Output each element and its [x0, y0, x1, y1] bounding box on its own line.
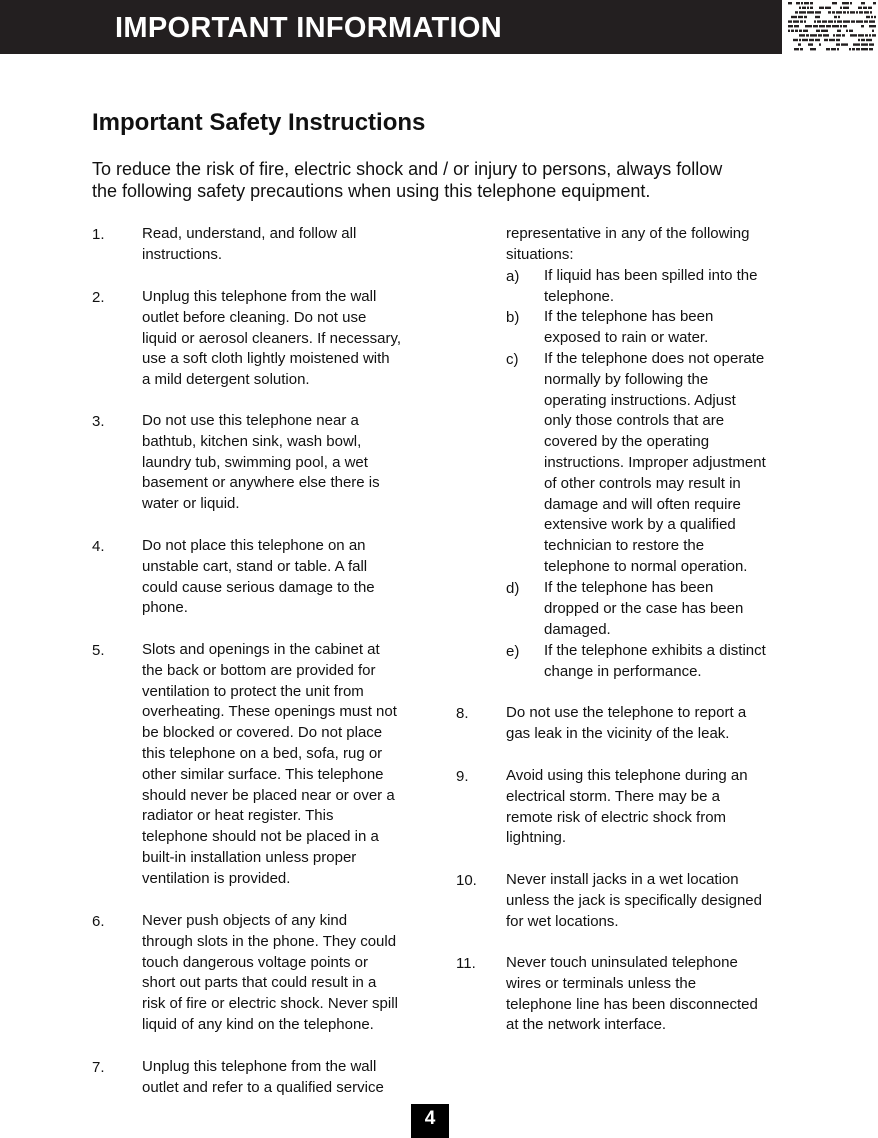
- pattern-dash: [796, 2, 800, 4]
- text-line: touch dangerous voltage points or: [142, 953, 368, 971]
- item-text: [142, 536, 375, 619]
- pattern-dash: [836, 11, 842, 13]
- pattern-dash: [832, 25, 839, 27]
- pattern-dash: [814, 20, 816, 22]
- pattern-dash: [841, 43, 848, 45]
- pattern-dash: [858, 34, 864, 36]
- text-line: use a soft cloth lightly moistened with: [142, 350, 390, 368]
- sub-item-text: [544, 349, 766, 578]
- item-text: [506, 766, 748, 849]
- pattern-dash: [810, 7, 813, 9]
- pattern-dash: [832, 2, 837, 4]
- text-line: lightning.: [506, 829, 567, 847]
- pattern-dash: [858, 39, 860, 41]
- pattern-dash: [806, 34, 809, 36]
- text-line: If liquid has been spilled into the: [544, 267, 758, 284]
- pattern-dash: [850, 2, 852, 4]
- pattern-dash: [788, 25, 793, 27]
- pattern-dash: [846, 30, 848, 32]
- pattern-dash: [801, 2, 803, 4]
- text-line: operating instructions. Adjust: [544, 391, 736, 409]
- text-line: covered by the operating: [544, 433, 710, 451]
- pattern-dash: [869, 25, 876, 27]
- text-line: ventilation is provided.: [142, 869, 291, 887]
- pattern-dash: [837, 20, 842, 22]
- text-line: Slots and openings in the cabinet at: [142, 641, 380, 658]
- pattern-dash: [793, 20, 799, 22]
- item-text: [142, 640, 397, 890]
- pattern-dash: [837, 30, 841, 32]
- text-line: telephone.: [544, 287, 615, 305]
- pattern-dash: [861, 43, 868, 45]
- text-line: Avoid using this telephone during an: [506, 767, 748, 784]
- pattern-dash: [869, 43, 874, 45]
- pattern-dash: [872, 34, 876, 36]
- text-line: electrical storm. There may be a: [506, 787, 720, 805]
- pattern-dash: [838, 16, 840, 18]
- item-text: [142, 911, 398, 1036]
- pattern-dash: [802, 7, 806, 9]
- item-number: 3.: [92, 413, 105, 430]
- pattern-dash: [819, 43, 821, 45]
- pattern-dash: [836, 34, 841, 36]
- text-line: telephone to normal operation.: [544, 557, 748, 575]
- pattern-dash: [832, 11, 835, 13]
- pattern-dash: [840, 7, 842, 9]
- pattern-dash: [836, 43, 840, 45]
- pattern-dash: [799, 39, 801, 41]
- list-item-7-continued: [506, 224, 749, 266]
- pattern-dash: [802, 39, 808, 41]
- text-line: gas leak in the vicinity of the leak.: [506, 724, 730, 742]
- pattern-dash: [842, 2, 849, 4]
- pattern-dash: [823, 34, 829, 36]
- text-line: be blocked or covered. Do not place: [142, 724, 383, 742]
- text-line: Read, understand, and follow all: [142, 225, 357, 242]
- pattern-dash: [826, 25, 831, 27]
- item-text: [142, 1057, 384, 1099]
- text-line: Never install jacks in a wet location: [506, 871, 739, 888]
- text-line: Unplug this telephone from the wall: [142, 1058, 377, 1075]
- pattern-dash: [798, 43, 801, 45]
- pattern-dash: [795, 11, 798, 13]
- text-line: at the network interface.: [506, 1016, 667, 1034]
- text-line: the back or bottom are provided for: [142, 661, 376, 679]
- text-line: phone.: [142, 599, 188, 617]
- intro-line: the following safety precautions when using this telephone equipment.: [92, 181, 651, 201]
- pattern-dash: [843, 11, 846, 13]
- text-line: outlet and refer to a qualified service: [142, 1078, 384, 1096]
- text-line: radiator or heat register. This: [142, 807, 334, 825]
- text-line: damage and will often require: [544, 495, 741, 513]
- text-line: other similar surface. This telephone: [142, 765, 384, 783]
- item-number: 9.: [456, 768, 469, 785]
- pattern-dash: [824, 39, 828, 41]
- item-text: [142, 287, 401, 391]
- pattern-dash: [861, 2, 865, 4]
- pattern-dash: [850, 34, 857, 36]
- item-number: 11.: [456, 955, 476, 972]
- sub-item-label: a): [506, 268, 520, 285]
- pattern-dash: [828, 11, 831, 13]
- pattern-dash: [856, 11, 858, 13]
- pattern-dash: [822, 20, 827, 22]
- text-line: representative in any of the following: [506, 225, 750, 242]
- pattern-dash: [808, 43, 813, 45]
- text-line: built-in installation unless proper: [142, 848, 357, 866]
- text-line: this telephone on a bed, sofa, rug or: [142, 744, 383, 762]
- pattern-dash: [849, 30, 853, 32]
- text-line: ventilation to protect the unit from: [142, 682, 364, 700]
- item-number: 10.: [456, 872, 477, 889]
- sub-item-label: d): [506, 580, 520, 597]
- text-line: only those controls that are: [544, 412, 725, 430]
- text-line: liquid or aerosol cleaners. If necessary,: [142, 329, 402, 347]
- item-number: 6.: [92, 913, 105, 930]
- sub-item-label: c): [506, 351, 519, 368]
- text-line: If the telephone exhibits a distinct: [544, 642, 766, 659]
- pattern-dash: [847, 11, 849, 13]
- pattern-dash: [798, 16, 803, 18]
- page-number: 4: [411, 1104, 449, 1138]
- pattern-dash: [815, 16, 820, 18]
- text-line: instructions.: [142, 245, 223, 263]
- text-line: wires or terminals unless the: [506, 974, 697, 992]
- item-number: 4.: [92, 538, 105, 555]
- sub-item-text: [544, 307, 713, 349]
- pattern-dash: [868, 7, 872, 9]
- pattern-dash: [873, 2, 876, 4]
- text-line: telephone line has been disconnected: [506, 995, 758, 1013]
- text-line: Do not place this telephone on an: [142, 537, 366, 554]
- pattern-dash: [791, 30, 794, 32]
- item-text: [506, 953, 758, 1036]
- pattern-dash: [794, 25, 799, 27]
- pattern-dash: [866, 39, 872, 41]
- text-line: Never push objects of any kind: [142, 912, 348, 929]
- pattern-dash: [874, 16, 876, 18]
- text-line: a mild detergent solution.: [142, 371, 310, 389]
- pattern-dash: [840, 25, 842, 27]
- pattern-dash: [804, 2, 809, 4]
- sub-item-label: b): [506, 309, 520, 326]
- pattern-dash: [810, 34, 817, 36]
- text-line: Never touch uninsulated telephone: [506, 954, 738, 971]
- text-line: damaged.: [544, 620, 611, 638]
- pattern-dash: [817, 20, 821, 22]
- pattern-dash: [799, 34, 805, 36]
- pattern-dash: [863, 7, 867, 9]
- pattern-dash: [794, 48, 799, 50]
- item-number: 8.: [456, 705, 469, 722]
- pattern-dash: [864, 20, 868, 22]
- pattern-dash: [871, 16, 873, 18]
- pattern-dash: [809, 39, 814, 41]
- pattern-dash: [858, 7, 862, 9]
- pattern-dash: [807, 11, 814, 13]
- pattern-dash: [804, 20, 806, 22]
- item-text: [506, 870, 762, 932]
- pattern-dash: [869, 20, 875, 22]
- pattern-dash: [810, 48, 816, 50]
- text-line: change in performance.: [544, 662, 702, 680]
- pattern-dash: [807, 7, 809, 9]
- pattern-dash: [872, 30, 874, 32]
- text-line: normally by following the: [544, 370, 709, 388]
- pattern-dash: [788, 2, 792, 4]
- pattern-dash: [825, 7, 831, 9]
- pattern-dash: [856, 48, 860, 50]
- pattern-dash: [819, 7, 824, 9]
- pattern-dash: [870, 11, 872, 13]
- text-line: extensive work by a qualified: [544, 516, 736, 534]
- pattern-dash: [829, 39, 835, 41]
- text-line: overheating. These openings must not: [142, 703, 397, 721]
- pattern-dash: [818, 34, 822, 36]
- sub-item-label: e): [506, 643, 520, 660]
- pattern-dash: [859, 11, 863, 13]
- pattern-dash: [851, 20, 855, 22]
- text-line: of other controls may result in: [544, 474, 741, 492]
- item-text: [142, 224, 356, 266]
- pattern-dash: [799, 11, 806, 13]
- item-number: 2.: [92, 289, 105, 306]
- text-line: telephone should not be placed in a: [142, 828, 379, 846]
- item-text: [142, 411, 380, 515]
- item-number: 1.: [92, 226, 105, 243]
- pattern-dash: [850, 11, 855, 13]
- pattern-dash: [828, 20, 833, 22]
- pattern-dash: [813, 25, 818, 27]
- pattern-dash: [799, 30, 802, 32]
- text-line: through slots in the phone. They could: [142, 932, 397, 950]
- pattern-dash: [815, 39, 820, 41]
- pattern-dash: [861, 25, 864, 27]
- text-line: If the telephone has been: [544, 308, 714, 325]
- pattern-dash: [831, 48, 836, 50]
- text-line: exposed to rain or water.: [544, 328, 709, 346]
- pattern-dash: [826, 48, 830, 50]
- decorative-pattern: [786, 0, 878, 54]
- pattern-dash: [788, 20, 792, 22]
- pattern-dash: [869, 34, 871, 36]
- pattern-dash: [853, 43, 860, 45]
- intro-line: To reduce the risk of fire, electric shock and / or injury to persons, always follow: [92, 159, 723, 179]
- pattern-dash: [837, 48, 839, 50]
- text-line: If the telephone has been: [544, 579, 714, 596]
- text-line: basement or anywhere else there is: [142, 474, 380, 492]
- text-line: bathtub, kitchen sink, wash bowl,: [142, 432, 362, 450]
- text-line: situations:: [506, 245, 574, 263]
- text-line: technician to restore the: [544, 537, 705, 555]
- pattern-dash: [864, 11, 869, 13]
- pattern-dash: [795, 30, 798, 32]
- text-line: could cause serious damage to the: [142, 578, 375, 596]
- item-number: 5.: [92, 642, 105, 659]
- pattern-dash: [866, 16, 870, 18]
- pattern-dash: [805, 25, 812, 27]
- pattern-dash: [815, 11, 821, 13]
- text-line: laundry tub, swimming pool, a wet: [142, 453, 368, 471]
- section-title: Important Safety Instructions: [92, 109, 426, 136]
- text-line: remote risk of electric shock from: [506, 808, 727, 826]
- pattern-dash: [800, 20, 803, 22]
- pattern-dash: [833, 34, 835, 36]
- sub-item-text: [544, 266, 757, 308]
- pattern-dash: [834, 20, 836, 22]
- pattern-dash: [788, 30, 790, 32]
- text-line: instructions. Improper adjustment: [544, 453, 766, 471]
- intro-paragraph: [92, 158, 772, 202]
- pattern-dash: [821, 30, 828, 32]
- pattern-graphic: [786, 0, 878, 54]
- sub-item-text: [544, 578, 743, 640]
- text-line: short out parts that could result in a: [142, 974, 377, 992]
- text-line: dropped or the case has been: [544, 599, 744, 617]
- text-line: for wet locations.: [506, 912, 619, 930]
- pattern-dash: [816, 30, 820, 32]
- text-line: should never be placed near or over a: [142, 786, 395, 804]
- text-line: unless the jack is specifically designed: [506, 891, 762, 909]
- pattern-dash: [836, 39, 840, 41]
- pattern-dash: [799, 7, 801, 9]
- pattern-dash: [865, 34, 868, 36]
- text-line: unstable cart, stand or table. A fall: [142, 557, 368, 575]
- text-line: If the telephone does not operate: [544, 350, 765, 367]
- pattern-dash: [861, 39, 865, 41]
- text-line: liquid of any kind on the telephone.: [142, 1015, 374, 1033]
- pattern-dash: [861, 48, 868, 50]
- pattern-dash: [800, 48, 803, 50]
- pattern-dash: [842, 34, 845, 36]
- pattern-dash: [852, 48, 855, 50]
- text-line: water or liquid.: [142, 495, 240, 513]
- pattern-dash: [804, 16, 807, 18]
- pattern-dash: [843, 20, 850, 22]
- text-line: outlet before cleaning. Do not use: [142, 308, 367, 326]
- pattern-dash: [803, 30, 808, 32]
- text-line: Do not use this telephone near a: [142, 412, 359, 429]
- item-text: [506, 703, 746, 745]
- pattern-dash: [819, 25, 825, 27]
- text-line: risk of fire or electric shock. Never spill: [142, 995, 398, 1013]
- text-line: Do not use the telephone to report a: [506, 704, 747, 721]
- item-number: 7.: [92, 1059, 105, 1076]
- pattern-dash: [793, 39, 798, 41]
- pattern-dash: [856, 20, 863, 22]
- pattern-dash: [843, 7, 849, 9]
- pattern-dash: [834, 16, 837, 18]
- pattern-dash: [810, 2, 813, 4]
- text-line: Unplug this telephone from the wall: [142, 288, 377, 305]
- pattern-dash: [791, 16, 797, 18]
- pattern-dash: [869, 48, 873, 50]
- sub-item-text: [544, 641, 766, 683]
- pattern-dash: [843, 25, 847, 27]
- page-header-title: IMPORTANT INFORMATION: [115, 12, 503, 44]
- pattern-dash: [849, 48, 851, 50]
